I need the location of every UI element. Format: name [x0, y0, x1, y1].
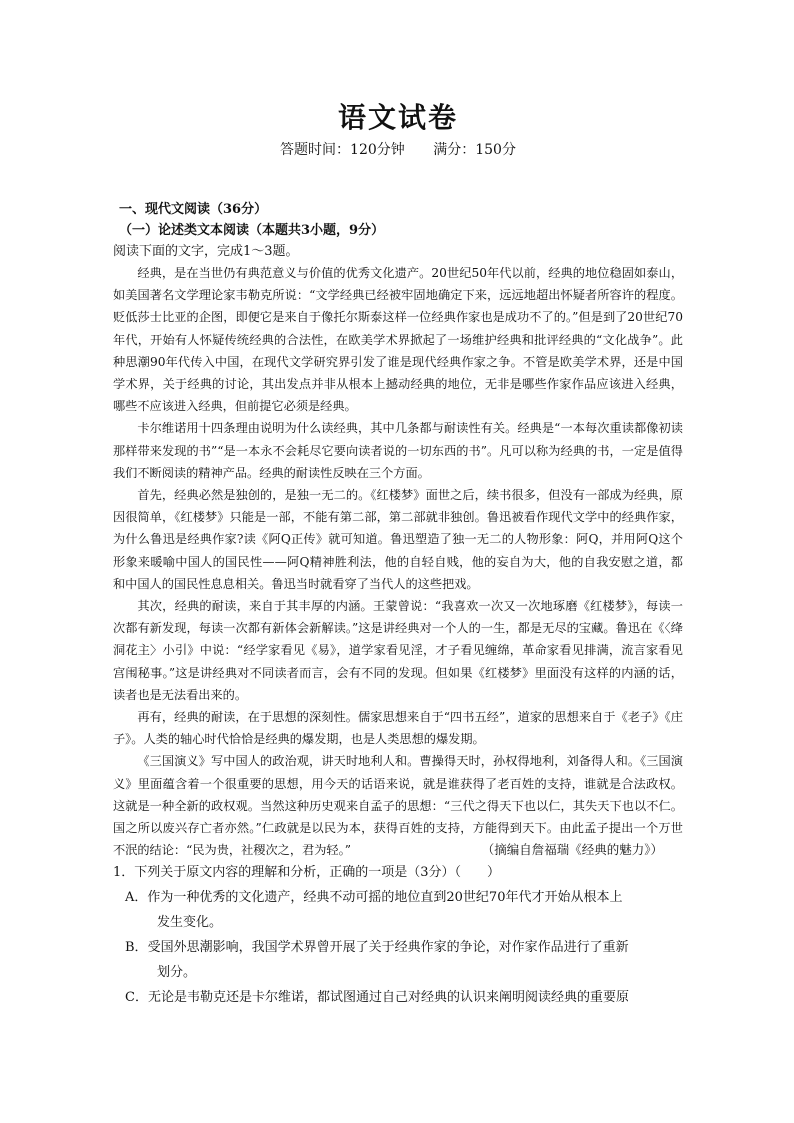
option-text: 无论是韦勒克还是卡尔维诺，都试图通过自己对经典的认识来阐明阅读经典的重要原 — [147, 990, 629, 1006]
question-1 — [113, 861, 683, 1010]
option-text: 受国外思潮影响，我国学术界曾开展了关于经典作家的争论，对作家作品进行了重新 — [147, 940, 629, 956]
option-label: C． — [125, 990, 148, 1006]
passage-paragraph: 其次，经典的耐读，来自于其丰厚的内涵。王蒙曾说：“我喜欢一次又一次地琢磨《红楼梦》，每读一次都有新发现，每读一次都有新体会新解读。”这是讲经典对一个人的一生，都是无尽的宝藏。鲁迅在《〈绛洞花主〉小引》中说：“经学家看见《易》，道学家看见淫，才子看见缠绵，革命家看见排满，流言家看见宫闱秘事。”这是讲经典对不同读者而言，会有不同的发现。但如果《红楼梦》里面没有这样的内涵的话，读者也是无法看出来的。 — [113, 599, 683, 702]
option-label: B． — [125, 940, 148, 956]
passage-source: （摘编自詹福瑞《经典的魅力》） — [481, 842, 663, 858]
exam-page — [113, 95, 683, 1010]
passage-paragraph: 卡尔维诺用十四条理由说明为什么读经典，其中几条都与耐读性有关。经典是“一本每次重读都像初读那样带来发现的书”“是一本永不会耗尽它要向读者说的一切东西的书”。凡可以称为经典的书，一定是值得我们不断阅读的精神产品。经典的耐读性反映在三个方面。 — [113, 421, 683, 480]
exam-info: 答题时间：120分钟 满分：150分 — [280, 142, 516, 158]
passage-paragraph: 《三国演义》写中国人的政治观，讲天时地利人和。曹操得天时，孙权得地利，刘备得人和。《三国演义》里面蕴含着一个很重要的思想，用今天的话语来说，就是谁获得了老百姓的支持，谁就是合法政权。这就是一种全新的政权观。当然这种历史观来自孟子的思想：“三代之得天下也以仁，其失天下也以不仁。国之所以废兴存亡者亦然。”仁政就是以民为本，获得百姓的支持，方能得到天下。由此孟子提出一个万世不泯的结论：“民为贵，社稷次之，君为轻。” — [113, 754, 683, 858]
option-b[interactable] — [113, 935, 683, 985]
option-text: 作为一种优秀的文化遗产，经典不动可摇的地位直到20世纪70年代才开始从根本上 — [147, 890, 623, 906]
passage-paragraph: 再有，经典的耐读，在于思想的深刻性。儒家思想来自于“四书五经”，道家的思想来自于《老子》《庄子》。人类的轴心时代恰恰是经典的爆发期，也是人类思想的爆发期。 — [113, 710, 683, 747]
passage-paragraph: 经典，是在当世仍有典范意义与价值的优秀文化遗产。20世纪50年代以前，经典的地位稳固如泰山，如美国著名文学理论家韦勒克所说：“文学经典已经被牢固地确定下来，远远地超出怀疑者所容许的程度。贬低莎士比亚的企图，即便它是来自于像托尔斯泰这样一位经典作家也是成功不了的。”但是到了20世纪70年代，开始有人怀疑传统经典的合法性，在欧美学术界掀起了一场维护经典和批评经典的“文化战争”。此种思潮90年代传入中国，在现代文学研究界引发了谁是现代经典作家之争。不管是欧美学术界，还是中国学术界，关于经典的讨论，其出发点并非从根本上撼动经典的地位，无非是哪些作家作品应该进入经典，哪些不应该进入经典，但前提它必须是经典。 — [113, 266, 683, 414]
page-title: 语文试卷 — [337, 101, 458, 134]
option-a[interactable] — [113, 885, 683, 935]
subsection-heading: （一）论述类文本阅读（本题共3小题，9分） — [119, 223, 385, 238]
option-c[interactable] — [113, 985, 683, 1010]
option-text-continued: 发生变化。 — [157, 915, 223, 931]
passage-paragraph: 首先，经典必然是独创的，是独一无二的。《红楼梦》面世之后，续书很多，但没有一部成为经典，原因很简单，《红楼梦》只能是一部，不能有第二部，第二部就非独创。鲁迅被看作现代文学中的经典作家，为什么鲁迅是经典作家?读《阿Q正传》就可知道。鲁迅塑造了独一无二的人物形象：阿Q，并用阿Q这个形象来暖喻中国人的国民性——阿Q精神胜利法，他的自轻自贱，他的妄自为大，他的自我安慰之道，都和中国人的国民性息息相关。鲁迅当时就看穿了当代人的这些把戏。 — [113, 488, 683, 591]
section-heading: 一、现代文阅读（36分） — [119, 202, 268, 217]
reading-instruction: 阅读下面的文字，完成1～3题。 — [113, 244, 299, 259]
question-stem: 1．下列关于原文内容的理解和分析，正确的一项是（3分）（ ） — [113, 865, 501, 881]
option-label: A． — [125, 890, 148, 906]
option-text-continued: 划分。 — [157, 965, 197, 981]
reading-passage — [113, 262, 683, 861]
